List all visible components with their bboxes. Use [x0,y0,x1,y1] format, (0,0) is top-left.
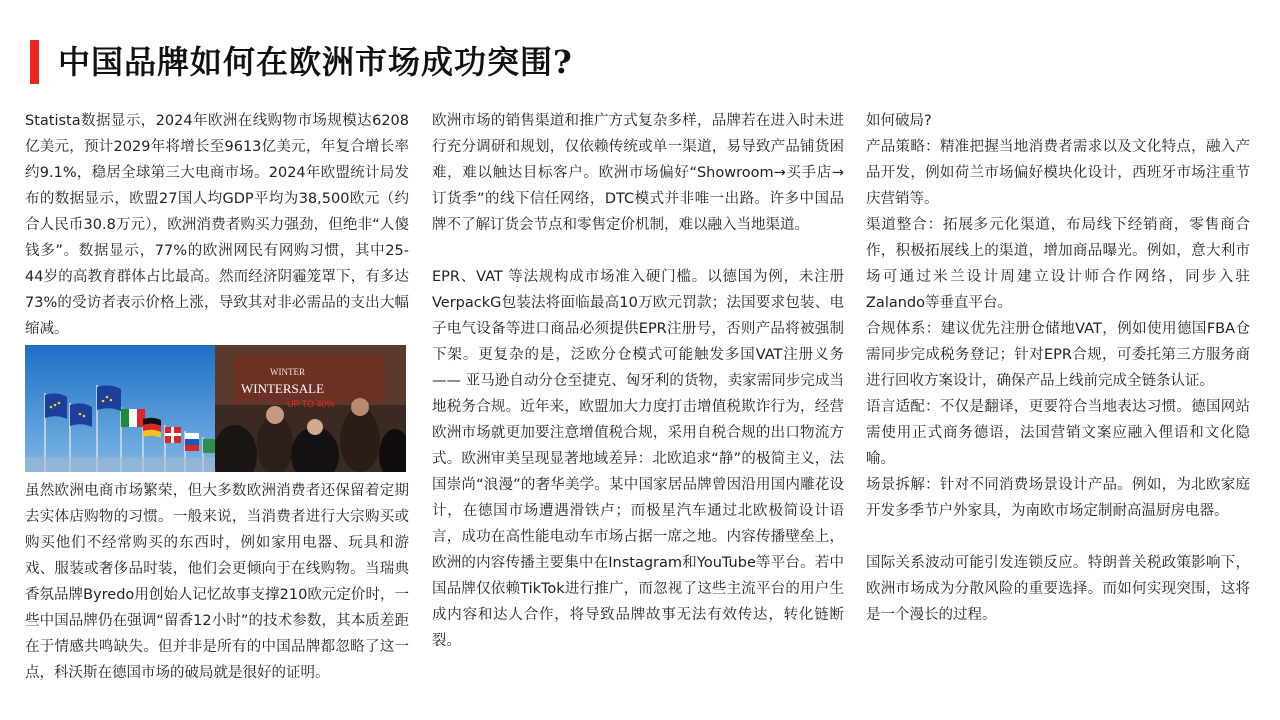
eu-flags-photo [25,345,215,472]
paragraph: Statista数据显示，2024年欧洲在线购物市场规模达6208亿美元，预计2029年将增长至9613亿美元，年复合增长率约9.1%，稳居全球第三大电商市场。2024年欧盟统计局发布的数据显示，欧盟27国人均GDP平均为38,500欧元（约合人民币30.8万元），欧洲消费者购买力强劲，但绝非“人傻钱多”。数据显示，77%的欧洲网民有网购习惯，其中25-44岁的高教育群体占比最高。然而经济阴霾笼罩下，有多达73%的受访者表示价格上涨，导致其对非必需品的支出大幅缩减。 [25,113,409,337]
paragraph: 产品策略：精准把握当地消费者需求以及文化特点，融入产品开发，例如荷兰市场偏好模块化设计，西班牙市场注重节庆营销等。 [866,139,1250,207]
article-column-2 [432,108,844,654]
paragraph-gap [866,524,1250,550]
paragraph: EPR、VAT 等法规构成市场准入硬门槛。以德国为例，未注册VerpackG包装法将面临最高10万欧元罚款；法国要求包装、电子电气设备等进口商品必须提供EPR注册号，否则产品将被强制下架。更复杂的是，泛欧分仓模式可能触发多国VAT注册义务 —— 亚马逊自动分仓至捷克、匈牙利的货物，卖家需同步完成当地税务合规。近年来，欧盟加大力度打击增值税欺诈行为，经营欧洲市场就更加要注意增值税合规，采用自税合规的出口物流方式。欧洲审美呈现显著地域差异：北欧追求“静”的极简主义，法国崇尚“浪漫”的奢华美学。某中国家居品牌曾因沿用国内雕花设计，在德国市场遭遇滑铁卢；而极星汽车通过北欧极简设计语言，成功在高性能电动车市场占据一席之地。内容传播壁垒上，欧洲的内容传播主要集中在Instagram和YouTube等平台。若中国品牌仅依赖TikTok进行推广，而忽视了这些主流平台的用户生成内容和达人合作，将导致品牌故事无法有效传达，转化链断裂。 [432,269,844,649]
paragraph: 虽然欧洲电商市场繁荣，但大多数欧洲消费者还保留着定期去实体店购物的习惯。一般来说，当消费者进行大宗购买或购买他们不经常购买的东西时，例如家用电器、玩具和游戏、服装或奢侈品时装，他们会更倾向于在线购物。当瑞典香氛品牌Byredo用创始人记忆故事支撑210欧元定价时，一些中国品牌仍在强调“留香12小时”的技术参数，其本质差距在于情感共鸣缺失。但并非是所有的中国品牌都忽略了这一点，科沃斯在德国市场的破局就是很好的证明。 [25,483,409,681]
paragraph-gap [432,238,844,264]
paragraph: 欧洲市场的销售渠道和推广方式复杂多样，品牌若在进入时未进行充分调研和规划，仅依赖传统或单一渠道，易导致产品铺货困难，难以触达目标客户。欧洲市场偏好“Showroom→买手店→订货季”的线下信任网络，DTC模式并非唯一出路。许多中国品牌不了解订货会节点和零售定价机制，难以融入当地渠道。 [432,113,844,233]
paragraph: 国际关系波动可能引发连锁反应。特朗普关税政策影响下，欧洲市场成为分散风险的重要选择。而如何实现突围，这将是一个漫长的过程。 [866,555,1250,623]
paragraph: 场景拆解：针对不同消费场景设计产品。例如，为北欧家庭开发多季节户外家具，为南欧市场定制耐高温厨房电器。 [866,477,1250,519]
shop-sign-text-1: WINTER [270,367,305,377]
photo-row [25,345,406,472]
article-column-1 [25,108,409,686]
page-title: 中国品牌如何在欧洲市场成功突围? [58,43,573,81]
paragraph: 语言适配：不仅是翻译，更要符合当地表达习惯。德国网站需使用正式商务德语，法国营销文案应融入俚语和文化隐喻。 [866,399,1250,467]
winter-sale-shop-photo [215,345,406,472]
section-heading: 如何破局? [866,113,932,129]
title-accent-bar [30,40,39,84]
shop-sign-text-3: UP TO 40% [287,399,335,409]
shop-sign-text-2: WINTERSALE [241,381,325,396]
article-column-3 [866,108,1250,628]
paragraph: 合规体系：建议优先注册仓储地VAT，例如使用德国FBA仓需同步完成税务登记；针对EPR合规，可委托第三方服务商进行回收方案设计，确保产品上线前完成全链条认证。 [866,321,1250,389]
paragraph: 渠道整合：拓展多元化渠道，布局线下经销商，零售商合作，积极拓展线上的渠道，增加商品曝光。例如，意大利市场可通过米兰设计周建立设计师合作网络，同步入驻Zalando等垂直平台。 [866,217,1250,311]
